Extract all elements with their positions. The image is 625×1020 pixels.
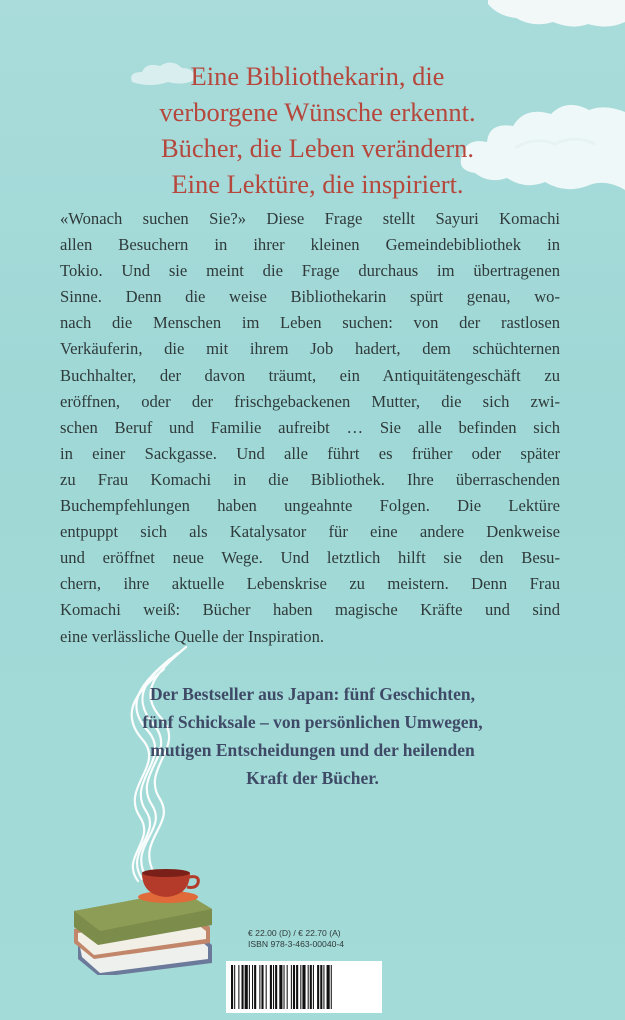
- books-stack-icon: [74, 891, 212, 975]
- barcode-bar: [302, 965, 305, 1009]
- blurb-line: Tokio. Und sie meint die Frage durchaus im übertragenen: [60, 261, 560, 281]
- barcode-bar: [266, 965, 267, 1009]
- barcode-bar: [300, 965, 301, 1009]
- blurb-line: eine verlässliche Quelle der Inspiration.: [60, 626, 325, 646]
- barcode-bar: [323, 965, 324, 1009]
- barcode-bar: [317, 965, 319, 1009]
- blurb-line: chern, ihre aktuelle Lebenskrise zu meistern. Denn Frau: [60, 574, 560, 594]
- blurb-line: entpuppt sich als Katalysator für eine andere Denkweise: [60, 522, 560, 542]
- barcode-icon: [226, 961, 382, 1013]
- barcode-bar: [242, 965, 244, 1009]
- barcode-bar: [320, 965, 322, 1009]
- price-text: € 22.00 (D) / € 22.70 (A): [248, 928, 341, 938]
- barcode-bar: [259, 965, 260, 1009]
- highlight-line: Der Bestseller aus Japan: fünf Geschichten,: [149, 684, 476, 704]
- blurb-line: nach die Menschen im Leben suchen: von der rastlosen: [60, 313, 560, 333]
- tagline-line: Bücher, die Leben verändern.: [160, 133, 475, 163]
- tagline-line: verborgene Wünsche erkennt.: [159, 97, 476, 127]
- barcode-bar: [261, 965, 263, 1009]
- barcode-bar: [293, 965, 295, 1009]
- blurb-line: allen Besuchern in ihrer kleinen Gemeindebibliothek in: [60, 235, 560, 255]
- barcode-bar: [308, 965, 309, 1009]
- barcode-bar: [284, 965, 285, 1009]
- blurb-line: «Wonach suchen Sie?» Diese Frage stellt Sayuri Komachi: [60, 209, 560, 228]
- barcode-bar: [275, 965, 277, 1009]
- tagline: [120, 58, 515, 202]
- blurb-text: [60, 206, 560, 650]
- barcode-bar: [310, 965, 312, 1009]
- barcode-bar: [273, 965, 274, 1009]
- barcode-bar: [252, 965, 253, 1009]
- price-info: [248, 928, 344, 949]
- barcode-bar: [231, 965, 233, 1009]
- barcode-bar: [234, 965, 235, 1009]
- barcode-bar: [296, 965, 298, 1009]
- barcode-bar: [291, 965, 292, 1009]
- blurb-line: Buchhalter, der davon träumt, ein Antiquitätengeschäft zu: [60, 365, 560, 385]
- barcode-bar: [313, 965, 314, 1009]
- barcode-bar: [270, 965, 272, 1009]
- cloud-top-right: [488, 0, 625, 30]
- isbn-text: ISBN 978-3-463-00040-4: [248, 938, 345, 949]
- blurb-line: in einer Sackgasse. Und alle führt es früher oder später: [60, 443, 560, 463]
- barcode-bar: [238, 965, 239, 1009]
- blurb-line: eröffnen, oder der frischgebackenen Mutter, die sich zwi-: [60, 391, 560, 411]
- bestseller-highlight: [100, 680, 525, 792]
- blurb-line: Komachi weiß: Bücher haben magische Kräfte und sind: [60, 600, 560, 620]
- blurb-line: Sinne. Denn die weise Bibliothekarin spürt genau, wo-: [60, 287, 560, 307]
- teacup-icon: [138, 869, 198, 903]
- barcode-bar: [331, 965, 332, 1009]
- tagline-line: Eine Bibliothekarin, die: [190, 61, 445, 91]
- blurb-line: schen Beruf und Familie aufreibt … Sie alle befinden sich: [60, 417, 560, 437]
- barcode-bar: [245, 965, 248, 1009]
- blurb-line: zu Frau Komachi in die Bibliothek. Ihre überraschenden: [60, 469, 560, 489]
- barcode-bar: [279, 965, 282, 1009]
- highlight-line: mutigen Entscheidungen und der heilenden: [150, 740, 475, 760]
- barcode-bar: [327, 965, 330, 1009]
- barcode-bar: [249, 965, 250, 1009]
- barcode-bar: [254, 965, 256, 1009]
- highlight-line: fünf Schicksale – von persönlichen Umwegen,: [142, 712, 483, 732]
- blurb-line: Verkäuferin, die mit ihrem Job hadert, dem schüchternen: [60, 339, 560, 359]
- blurb-line: und eröffnet neue Wege. Und letztlich hilft sie den Besu-: [60, 548, 560, 568]
- highlight-line: Kraft der Bücher.: [246, 768, 379, 788]
- tagline-line: Eine Lektüre, die inspiriert.: [171, 169, 464, 199]
- blurb-line: Buchempfehlungen haben ungeahnte Folgen. Die Lektüre: [60, 496, 560, 516]
- barcode-bar: [287, 965, 288, 1009]
